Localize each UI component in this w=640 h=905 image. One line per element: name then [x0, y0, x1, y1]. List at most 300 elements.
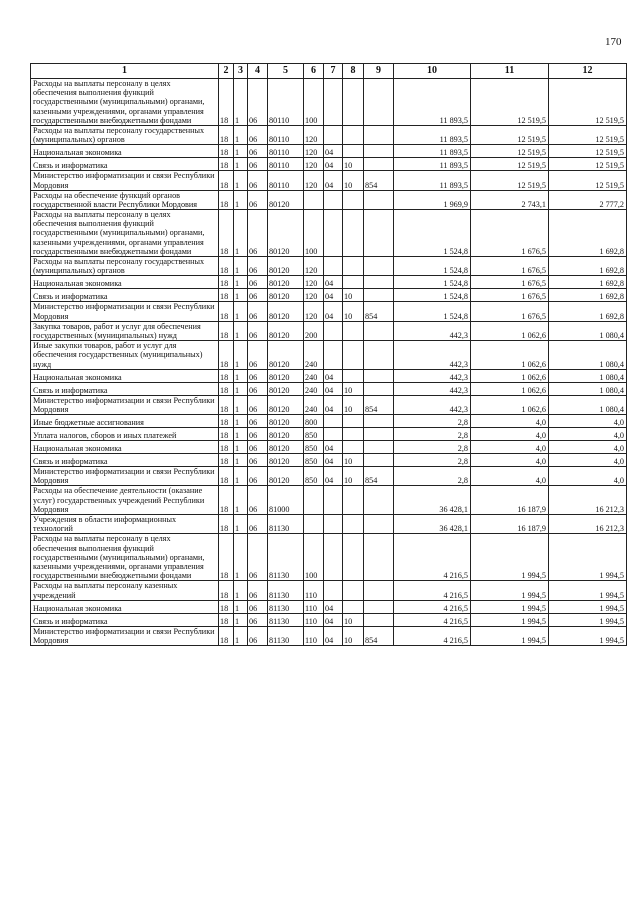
table-row — [31, 171, 627, 190]
code-cell: 18 — [219, 600, 234, 613]
code-cell — [343, 581, 364, 600]
table-row — [31, 276, 627, 289]
code-cell: 81130 — [268, 581, 304, 600]
code-cell — [364, 454, 394, 467]
amount-cell: 1 062,6 — [471, 321, 549, 340]
code-cell: 10 — [343, 626, 364, 645]
code-cell: 10 — [343, 613, 364, 626]
code-cell: 18 — [219, 454, 234, 467]
code-cell: 04 — [324, 454, 343, 467]
amount-cell: 1 080,4 — [549, 395, 627, 414]
amount-cell: 4 216,5 — [394, 626, 471, 645]
code-cell: 06 — [248, 395, 268, 414]
code-cell — [364, 158, 394, 171]
code-cell: 06 — [248, 190, 268, 209]
table-row — [31, 341, 627, 370]
code-cell: 80120 — [268, 369, 304, 382]
code-cell — [364, 515, 394, 534]
code-cell: 854 — [364, 302, 394, 321]
code-cell: 06 — [248, 486, 268, 515]
code-cell: 06 — [248, 626, 268, 645]
code-cell: 18 — [219, 486, 234, 515]
column-header: 4 — [248, 64, 268, 79]
code-cell: 81130 — [268, 515, 304, 534]
table-row — [31, 534, 627, 581]
code-cell: 1 — [234, 467, 248, 486]
table-row — [31, 382, 627, 395]
code-cell: 80120 — [268, 276, 304, 289]
code-cell — [343, 441, 364, 454]
code-cell: 1 — [234, 145, 248, 158]
budget-table — [30, 63, 627, 646]
amount-cell: 2,8 — [394, 454, 471, 467]
code-cell: 06 — [248, 382, 268, 395]
column-header: 5 — [268, 64, 304, 79]
amount-cell: 1 524,8 — [394, 289, 471, 302]
amount-cell: 11 893,5 — [394, 79, 471, 126]
amount-cell: 4,0 — [471, 441, 549, 454]
amount-cell: 4 216,5 — [394, 534, 471, 581]
code-cell: 80120 — [268, 302, 304, 321]
code-cell: 80120 — [268, 321, 304, 340]
code-cell: 06 — [248, 428, 268, 441]
code-cell: 18 — [219, 428, 234, 441]
amount-cell: 16 187,9 — [471, 515, 549, 534]
amount-cell: 2,8 — [394, 415, 471, 428]
code-cell: 04 — [324, 158, 343, 171]
code-cell — [364, 289, 394, 302]
code-cell — [364, 369, 394, 382]
code-cell: 04 — [324, 395, 343, 414]
table-row — [31, 428, 627, 441]
row-name-cell: Министерство информатизации и связи Республики Мордовия — [31, 467, 219, 486]
amount-cell: 1 994,5 — [471, 600, 549, 613]
row-name-cell: Расходы на выплаты персоналу в целях обеспечения выполнения функций государственными (муниципальными) органами, казенными учреждениями, органами управления государственными внебюджетными фондами — [31, 210, 219, 257]
code-cell — [364, 321, 394, 340]
amount-cell: 1 692,8 — [549, 276, 627, 289]
code-cell: 18 — [219, 210, 234, 257]
column-header: 2 — [219, 64, 234, 79]
code-cell: 1 — [234, 276, 248, 289]
code-cell — [343, 276, 364, 289]
amount-cell: 1 524,8 — [394, 276, 471, 289]
table-row — [31, 613, 627, 626]
amount-cell: 1 676,5 — [471, 302, 549, 321]
code-cell — [343, 321, 364, 340]
code-cell — [304, 486, 324, 515]
code-cell — [364, 415, 394, 428]
amount-cell: 4,0 — [471, 454, 549, 467]
code-cell: 18 — [219, 302, 234, 321]
code-cell: 18 — [219, 467, 234, 486]
row-name-cell: Министерство информатизации и связи Республики Мордовия — [31, 171, 219, 190]
code-cell: 854 — [364, 171, 394, 190]
code-cell — [324, 415, 343, 428]
code-cell: 06 — [248, 210, 268, 257]
code-cell: 1 — [234, 257, 248, 276]
amount-cell: 12 519,5 — [549, 145, 627, 158]
amount-cell: 1 692,8 — [549, 289, 627, 302]
code-cell: 18 — [219, 145, 234, 158]
code-cell: 18 — [219, 515, 234, 534]
code-cell: 81130 — [268, 626, 304, 645]
code-cell — [343, 210, 364, 257]
row-name-cell: Расходы на выплаты персоналу казенных учреждений — [31, 581, 219, 600]
code-cell — [343, 486, 364, 515]
code-cell: 80120 — [268, 441, 304, 454]
amount-cell: 12 519,5 — [549, 158, 627, 171]
amount-cell: 1 692,8 — [549, 302, 627, 321]
code-cell: 1 — [234, 441, 248, 454]
code-cell: 1 — [234, 341, 248, 370]
code-cell: 06 — [248, 341, 268, 370]
row-name-cell: Расходы на выплаты персоналу в целях обеспечения выполнения функций государственными (муниципальными) органами, казенными учреждениями, органами управления государственными внебюджетными фондами — [31, 79, 219, 126]
code-cell — [364, 613, 394, 626]
amount-cell: 2,8 — [394, 467, 471, 486]
code-cell — [343, 369, 364, 382]
code-cell: 200 — [304, 321, 324, 340]
code-cell: 06 — [248, 125, 268, 144]
code-cell — [364, 190, 394, 209]
code-cell: 06 — [248, 467, 268, 486]
code-cell: 240 — [304, 395, 324, 414]
code-cell: 10 — [343, 289, 364, 302]
table-row — [31, 369, 627, 382]
code-cell: 18 — [219, 257, 234, 276]
amount-cell: 442,3 — [394, 321, 471, 340]
code-cell: 80110 — [268, 145, 304, 158]
amount-cell: 1 994,5 — [471, 581, 549, 600]
table-row — [31, 454, 627, 467]
code-cell: 81130 — [268, 613, 304, 626]
code-cell: 18 — [219, 581, 234, 600]
code-cell: 04 — [324, 441, 343, 454]
amount-cell: 1 994,5 — [471, 534, 549, 581]
code-cell: 06 — [248, 415, 268, 428]
code-cell: 80120 — [268, 467, 304, 486]
code-cell: 1 — [234, 302, 248, 321]
amount-cell: 2,8 — [394, 428, 471, 441]
column-header: 10 — [394, 64, 471, 79]
code-cell: 04 — [324, 467, 343, 486]
row-name-cell: Учреждения в области информационных технологий — [31, 515, 219, 534]
column-header: 1 — [31, 64, 219, 79]
code-cell — [343, 415, 364, 428]
row-name-cell: Связь и информатика — [31, 613, 219, 626]
amount-cell: 1 676,5 — [471, 257, 549, 276]
code-cell — [343, 79, 364, 126]
code-cell: 80110 — [268, 79, 304, 126]
amount-cell: 442,3 — [394, 341, 471, 370]
code-cell: 1 — [234, 600, 248, 613]
amount-cell: 4,0 — [471, 415, 549, 428]
code-cell: 18 — [219, 190, 234, 209]
row-name-cell: Расходы на обеспечение функций органов государственной власти Республики Мордовия — [31, 190, 219, 209]
code-cell: 81130 — [268, 534, 304, 581]
amount-cell: 12 519,5 — [549, 79, 627, 126]
amount-cell: 1 969,9 — [394, 190, 471, 209]
amount-cell: 12 519,5 — [549, 171, 627, 190]
amount-cell: 36 428,1 — [394, 486, 471, 515]
code-cell: 18 — [219, 626, 234, 645]
code-cell: 80110 — [268, 158, 304, 171]
amount-cell: 12 519,5 — [471, 171, 549, 190]
row-name-cell: Иные закупки товаров, работ и услуг для обеспечения государственных (муниципальных) нужд — [31, 341, 219, 370]
code-cell: 04 — [324, 369, 343, 382]
code-cell: 04 — [324, 302, 343, 321]
code-cell: 1 — [234, 428, 248, 441]
code-cell: 18 — [219, 171, 234, 190]
code-cell: 850 — [304, 454, 324, 467]
row-name-cell: Связь и информатика — [31, 454, 219, 467]
code-cell: 1 — [234, 515, 248, 534]
code-cell: 120 — [304, 276, 324, 289]
amount-cell: 442,3 — [394, 382, 471, 395]
code-cell: 1 — [234, 210, 248, 257]
code-cell — [364, 428, 394, 441]
code-cell: 81000 — [268, 486, 304, 515]
code-cell: 04 — [324, 171, 343, 190]
code-cell: 100 — [304, 210, 324, 257]
amount-cell: 1 524,8 — [394, 210, 471, 257]
code-cell: 18 — [219, 534, 234, 581]
row-name-cell: Расходы на выплаты персоналу государственных (муниципальных) органов — [31, 125, 219, 144]
amount-cell: 36 428,1 — [394, 515, 471, 534]
code-cell: 80120 — [268, 395, 304, 414]
code-cell — [364, 341, 394, 370]
code-cell — [324, 79, 343, 126]
table-row — [31, 467, 627, 486]
code-cell: 06 — [248, 454, 268, 467]
code-cell: 1 — [234, 534, 248, 581]
amount-cell: 12 519,5 — [549, 125, 627, 144]
code-cell — [324, 190, 343, 209]
code-cell: 18 — [219, 276, 234, 289]
code-cell: 120 — [304, 289, 324, 302]
amount-cell: 2,8 — [394, 441, 471, 454]
code-cell: 06 — [248, 145, 268, 158]
code-cell — [364, 210, 394, 257]
code-cell: 1 — [234, 321, 248, 340]
row-name-cell: Национальная экономика — [31, 145, 219, 158]
code-cell — [304, 190, 324, 209]
code-cell — [343, 515, 364, 534]
code-cell: 06 — [248, 515, 268, 534]
row-name-cell: Связь и информатика — [31, 289, 219, 302]
column-header: 12 — [549, 64, 627, 79]
table-row — [31, 600, 627, 613]
code-cell: 10 — [343, 158, 364, 171]
code-cell: 18 — [219, 125, 234, 144]
amount-cell: 12 519,5 — [471, 125, 549, 144]
amount-cell: 4,0 — [549, 467, 627, 486]
code-cell: 04 — [324, 600, 343, 613]
table-row — [31, 441, 627, 454]
code-cell: 06 — [248, 171, 268, 190]
row-name-cell: Национальная экономика — [31, 276, 219, 289]
row-name-cell: Министерство информатизации и связи Республики Мордовия — [31, 302, 219, 321]
code-cell: 1 — [234, 171, 248, 190]
amount-cell: 1 994,5 — [471, 613, 549, 626]
amount-cell: 4,0 — [549, 441, 627, 454]
code-cell: 18 — [219, 395, 234, 414]
row-name-cell: Закупка товаров, работ и услуг для обеспечения государственных (муниципальных) нужд — [31, 321, 219, 340]
table-row — [31, 581, 627, 600]
amount-cell: 4 216,5 — [394, 581, 471, 600]
row-name-cell: Иные бюджетные ассигнования — [31, 415, 219, 428]
row-name-cell: Расходы на обеспечение деятельности (оказание услуг) государственных учреждений Республики Мордовия — [31, 486, 219, 515]
code-cell: 100 — [304, 534, 324, 581]
amount-cell: 1 994,5 — [471, 626, 549, 645]
amount-cell: 1 994,5 — [549, 600, 627, 613]
amount-cell: 11 893,5 — [394, 125, 471, 144]
code-cell: 80110 — [268, 171, 304, 190]
table-row — [31, 515, 627, 534]
code-cell: 1 — [234, 369, 248, 382]
code-cell — [324, 257, 343, 276]
code-cell — [343, 145, 364, 158]
code-cell — [324, 534, 343, 581]
code-cell: 04 — [324, 626, 343, 645]
code-cell: 04 — [324, 613, 343, 626]
code-cell: 10 — [343, 171, 364, 190]
code-cell — [324, 321, 343, 340]
code-cell — [343, 534, 364, 581]
amount-cell: 16 212,3 — [549, 486, 627, 515]
code-cell: 240 — [304, 382, 324, 395]
table-row — [31, 415, 627, 428]
code-cell: 18 — [219, 382, 234, 395]
table-row — [31, 257, 627, 276]
code-cell — [364, 534, 394, 581]
amount-cell: 1 524,8 — [394, 302, 471, 321]
code-cell: 110 — [304, 613, 324, 626]
code-cell — [364, 79, 394, 126]
code-cell — [324, 581, 343, 600]
amount-cell: 4,0 — [471, 467, 549, 486]
code-cell: 18 — [219, 158, 234, 171]
code-cell: 06 — [248, 441, 268, 454]
code-cell: 120 — [304, 257, 324, 276]
code-cell: 1 — [234, 125, 248, 144]
row-name-cell: Национальная экономика — [31, 600, 219, 613]
amount-cell: 12 519,5 — [471, 158, 549, 171]
table-row — [31, 321, 627, 340]
amount-cell: 1 994,5 — [549, 613, 627, 626]
amount-cell: 4,0 — [471, 428, 549, 441]
amount-cell: 1 080,4 — [549, 382, 627, 395]
amount-cell: 1 080,4 — [549, 321, 627, 340]
amount-cell: 4 216,5 — [394, 613, 471, 626]
code-cell: 854 — [364, 395, 394, 414]
code-cell: 1 — [234, 79, 248, 126]
amount-cell: 1 062,6 — [471, 382, 549, 395]
amount-cell: 1 080,4 — [549, 369, 627, 382]
amount-cell: 1 524,8 — [394, 257, 471, 276]
code-cell: 240 — [304, 341, 324, 370]
column-header: 6 — [304, 64, 324, 79]
amount-cell: 1 692,8 — [549, 257, 627, 276]
amount-cell: 2 777,2 — [549, 190, 627, 209]
amount-cell: 12 519,5 — [471, 79, 549, 126]
code-cell: 80110 — [268, 125, 304, 144]
code-cell: 18 — [219, 321, 234, 340]
code-cell: 120 — [304, 302, 324, 321]
code-cell: 06 — [248, 79, 268, 126]
code-cell: 1 — [234, 486, 248, 515]
code-cell: 80120 — [268, 382, 304, 395]
code-cell: 06 — [248, 289, 268, 302]
amount-cell: 4 216,5 — [394, 600, 471, 613]
row-name-cell: Уплата налогов, сборов и иных платежей — [31, 428, 219, 441]
amount-cell: 1 676,5 — [471, 276, 549, 289]
code-cell: 18 — [219, 341, 234, 370]
code-cell: 1 — [234, 626, 248, 645]
table-row — [31, 302, 627, 321]
code-cell: 04 — [324, 382, 343, 395]
header-row — [31, 64, 627, 79]
code-cell: 06 — [248, 158, 268, 171]
code-cell — [304, 515, 324, 534]
code-cell: 10 — [343, 302, 364, 321]
column-header: 7 — [324, 64, 343, 79]
code-cell: 06 — [248, 581, 268, 600]
code-cell: 854 — [364, 467, 394, 486]
amount-cell: 4,0 — [549, 415, 627, 428]
code-cell — [324, 210, 343, 257]
code-cell: 80120 — [268, 428, 304, 441]
table-row — [31, 125, 627, 144]
amount-cell: 1 994,5 — [549, 581, 627, 600]
code-cell: 18 — [219, 289, 234, 302]
amount-cell: 1 062,6 — [471, 369, 549, 382]
table-row — [31, 210, 627, 257]
amount-cell: 12 519,5 — [471, 145, 549, 158]
page-number: 170 — [605, 36, 622, 48]
code-cell — [364, 125, 394, 144]
amount-cell: 2 743,1 — [471, 190, 549, 209]
code-cell: 110 — [304, 581, 324, 600]
code-cell: 06 — [248, 600, 268, 613]
code-cell: 100 — [304, 79, 324, 126]
table-row — [31, 79, 627, 126]
table-row — [31, 145, 627, 158]
code-cell — [324, 341, 343, 370]
code-cell: 850 — [304, 428, 324, 441]
row-name-cell: Национальная экономика — [31, 441, 219, 454]
code-cell: 1 — [234, 382, 248, 395]
column-header: 8 — [343, 64, 364, 79]
code-cell: 06 — [248, 534, 268, 581]
code-cell: 06 — [248, 369, 268, 382]
column-header: 11 — [471, 64, 549, 79]
code-cell: 1 — [234, 581, 248, 600]
code-cell: 110 — [304, 626, 324, 645]
code-cell — [343, 428, 364, 441]
code-cell: 18 — [219, 79, 234, 126]
code-cell: 80120 — [268, 341, 304, 370]
code-cell: 10 — [343, 467, 364, 486]
table-row — [31, 626, 627, 645]
code-cell: 04 — [324, 276, 343, 289]
code-cell: 10 — [343, 382, 364, 395]
amount-cell: 1 994,5 — [549, 534, 627, 581]
code-cell — [364, 382, 394, 395]
code-cell — [364, 276, 394, 289]
code-cell: 06 — [248, 302, 268, 321]
code-cell: 06 — [248, 257, 268, 276]
code-cell: 110 — [304, 600, 324, 613]
